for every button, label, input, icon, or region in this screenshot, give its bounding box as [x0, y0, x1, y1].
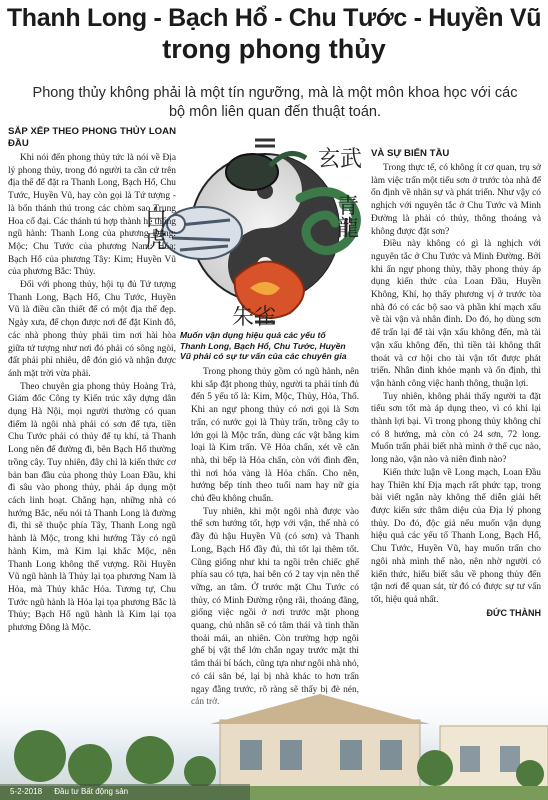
- lead-paragraph: Phong thủy không phải là một tín ngưỡng, mà là một môn khoa học với các bộ môn liên quan đến thuật toán.: [32, 85, 518, 120]
- illustration-caption: Muốn vận dụng hiệu quả các yếu tố Thanh Long, Bạch Hổ, Chu Tước, Huyền Vũ phải có sự tư vấn của các chuyên gia: [180, 330, 347, 362]
- right-paragraph-3: Tuy nhiên, không phải thấy người ta đặt tiểu sơn tốt mà áp dụng theo, vì có khi lại thành lợi bại. Vì trong phong thủy không chỉ có 8 hướng, mà còn có 24 sơn, 72 long. Muốn trấn phải biết nhà mình ở thế cục nào, long nào, vận nào và niên đinh nào?: [371, 391, 541, 466]
- calligraphy-right: 青龍: [333, 194, 359, 238]
- right-paragraph-2: Điều này không có gì là nghịch với nguyên tắc ở Chu Tước và Minh Đường. Bởi khi ấn ngự phong thủy, thầy phong thủy áp dụng kiến thức của Loan Đầu, Huyền Không, Khí, họ thấy phương vị ở trước tòa nhà đó có các bộ sao và phần khí mạch xấu về tài vận và nhân đinh. Do đó, họ dùng sơn để trấn lại để tài vận xấu không đến, mà tài vận xấu không đến, thì tiền tài không thất thoát và cơ hội cho tài vận tốt được phát triển. Nhân đinh khỏe mạnh và ổn định, thì vận hành công việc hanh thông, thuận lợi.: [371, 239, 541, 389]
- right-paragraph-4: Kiến thức luận về Long mạch, Loan Đầu hay Thiên khí Địa mạch rất phức tạp, trong bài viết ngắn này không thể diễn giải hết được kiến sức thâm diệu của Địa lý phong thủy. Do đó, độc giả nếu muốn vận dụng hiệu quả các yếu tố Thanh Long, Bạch Hổ, Chu Tước, Huyền Vũ, hay muốn trấn cho ngôi nhà mình thế nào, nên nhờ người có kiến thức, hiểu biết sâu về phong thủy đến tận nơi để quan sát, từ đó có được sự tư vấn tốt, hiệu quả nhất.: [371, 467, 541, 605]
- right-section-heading: VÀ SỰ BIẾN TẦU: [371, 148, 450, 159]
- left-paragraph-1: Khi nói đến phong thủy tức là nói về Địa lý phong thủy, trong đó người ta cần cứ trên địa thế để đặt ra Thanh Long, Bạch Hổ, Chu Tước, Huyền Vũ, hay còn gọi là Tứ tượng - là bốn thánh thú trong các chòm sao Trung Hoa cổ đại. Các thánh tú hợp thành hệ thống ngũ hành: Thanh Long của phương Đông: Mộc; Chu Tước của phương Nam: Hỏa; Bạch Hổ của phương Tây: Kim; Huyền Vũ của phương Bắc: Thủy.: [8, 153, 176, 278]
- calligraphy-left: 白虎: [141, 206, 167, 250]
- villa-photo: [0, 686, 548, 800]
- left-paragraph-3: Theo chuyên gia phong thủy Hoàng Trà, Giám đốc Công ty Kiến trúc xây dựng dân dụng Hà Nội, mọi người thường có quan điểm là ngôi nhà phải có sơn để tựa, tiền Chu Tước phải có thủy để tụ khí, tả Thanh Long nên để đường đi, bên Bạch Hổ thường trồng cây. Tuy nhiên, đây chỉ là kiến thức cơ bản ban đầu của phong thủy Loan Đầu, khi đi sâu vào phong thủy, phải áp dụng một cách linh hoạt. Chẳng hạn, những nhà có hướng Bắc, nếu nói tả Thanh Long là đường đi, thì sẽ thuộc phía Tây, Thanh Long ngũ hành là Mộc, trong khi hướng Tây có ngũ hành Kim, mà Kim lại khắc Mộc, nên Thanh Long không thể vượng. Rồi Huyền Vũ ngũ hành là Thủy lại tọa phương Nam là Hỏa, mà Thủy khắc Hỏa. Tương tự, Chu Tước ngũ hành là Hỏa lại tọa phương Bắc là Thủy; Bạch Hổ ngũ hành là Kim lại tọa phương Đông là Mộc.: [8, 381, 176, 634]
- page-footer: [0, 784, 250, 800]
- headline-line-2: trong phong thủy: [162, 34, 386, 64]
- right-column: [371, 148, 541, 619]
- calligraphy-top: 玄武: [318, 147, 363, 172]
- left-section-heading: SẮP XẾP THEO PHONG THỦY LOAN ĐẦU: [8, 126, 176, 149]
- middle-column: [191, 366, 359, 709]
- footer-date: 5-2-2018: [10, 787, 43, 796]
- middle-paragraph-1: Trong phong thủy gồm có ngũ hành, nên khi sắp đặt phong thủy, người ta phải tính đủ đến 5 yếu tố là: Kim, Mộc, Thủy, Hỏa, Thổ. Khi an ngự phong thủy có nơi gọi là Sơn trấn, có nước gọi là Thủy trấn, trồng cây to lớn gọi là Mộc trấn, dùng các vật bằng kim loại là Kim trấn. Về Hỏa chấn, xét về căn nhà, thì bếp là Hỏa chấn, còn với đình đền, thì nơi hóa vàng là Hỏa chấn. Cho nên, hướng bếp tính theo tuổi nam hay nữ gia chủ đều không chuẩn.: [191, 367, 359, 505]
- left-paragraph-2: Đối với phong thủy, hội tụ đủ Tứ tượng Thanh Long, Bạch Hổ, Chu Tước, Huyền Vũ là điều cần thiết để có một địa thế đẹp. Ngày xưa, để chọn được nơi để đặt Kinh đô, các nhà phong thủy phải tìm nơi hài hòa giữa tứ tượng như nơi đó phải có sông ngòi, đất phải phì nhiêu, dễ đón gió và nhận được ánh mặt trời vừa phải.: [8, 280, 176, 379]
- footer-publication: Đầu tư Bất động sản: [54, 787, 129, 796]
- black-tortoise: [226, 154, 278, 190]
- right-paragraph-1: Trong thực tế, có không ít cơ quan, trụ sở làm việc trấn một tiểu sơn ở trước tòa nhà để ổn định về nhân sự và phát triển. Như vậy có nghịch với nguyên tắc ở Chu Tước và Minh Đường là phải có thủy, thông thoáng và không được đặt sơn?: [371, 163, 541, 237]
- left-column: [8, 126, 176, 635]
- middle-paragraph-2: Tuy nhiên, khi một ngôi nhà được vào thế sơn hướng tốt, hợp với vận, thế nhà có đầy đủ hậu Huyền Vũ (có sơn) và Thanh Long, Bạch Hổ đầy đủ, thì tốt lại thêm tốt. Cũng giống như khi ta ngồi trên chiếc ghế phía sau có tựa, hai bên có 2 tay vịn nên thế vững, an tâm. Ở trước mặt Chu Tước có thủy, có Minh Đường rộng rãi, thoáng đãng, giống việc ngồi ở nơi trước mặt phong quang, chủ nhân sẽ có tâm thái và tinh thần thoải mái, an nhiên. Còn trường hợp ngôi ghế bị vật thể lớn chắn ngay trước mặt thì tâm thái bí bách, cũng tựa như ngôi nhà nhỏ, có cái sân bé, lại bị nhà khác to hơn trấn: [191, 506, 359, 682]
- four-symbols-illustration: [140, 128, 380, 328]
- headline-line-1: Thanh Long - Bạch Hổ - Chu Tước - Huyền Vũ: [6, 4, 542, 32]
- author-signature: ĐỨC THÀNH: [486, 607, 541, 618]
- calligraphy-bottom: 朱雀: [232, 305, 277, 328]
